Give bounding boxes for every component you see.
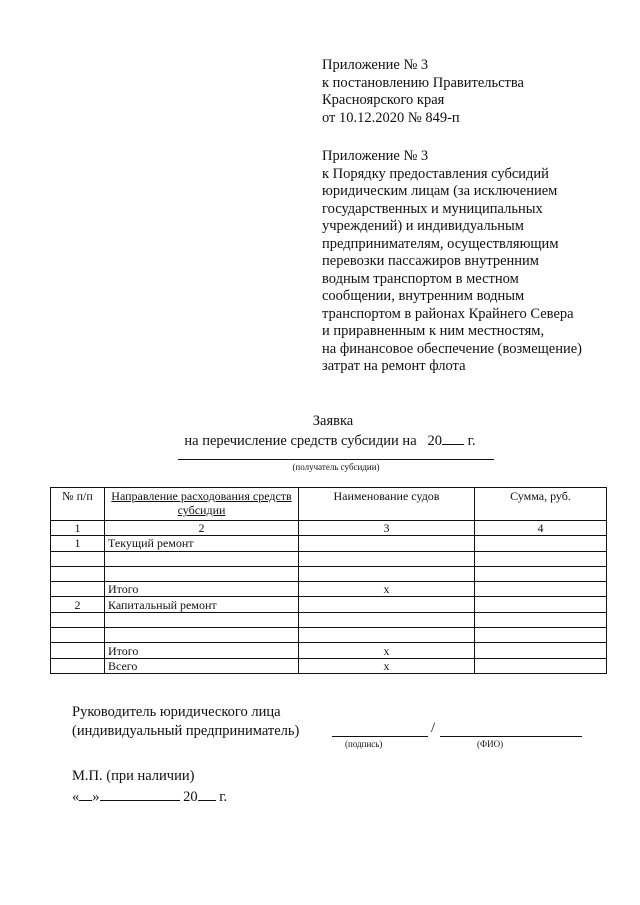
full-name-field[interactable] bbox=[440, 736, 582, 737]
column-number: 3 bbox=[299, 521, 475, 536]
cell-direction[interactable] bbox=[105, 628, 299, 643]
cell-direction[interactable] bbox=[105, 566, 299, 581]
subsidy-table bbox=[50, 487, 607, 674]
annex-decree-line: к постановлению Правительства bbox=[322, 74, 524, 91]
cell-vessels[interactable] bbox=[299, 612, 475, 627]
annex-order-line: сообщении, внутренним водным bbox=[322, 288, 525, 304]
cell-direction: Текущий ремонт bbox=[105, 536, 299, 551]
annex-order-line: затрат на ремонт флота bbox=[322, 358, 466, 374]
day-field[interactable] bbox=[79, 786, 92, 801]
table-row bbox=[51, 612, 607, 627]
cell-num: 2 bbox=[51, 597, 105, 612]
cell-sum[interactable] bbox=[475, 566, 607, 581]
table-row bbox=[51, 566, 607, 581]
cell-direction[interactable] bbox=[105, 612, 299, 627]
cell-sum[interactable] bbox=[475, 536, 607, 551]
annex-decree-line: Красноярского края bbox=[322, 92, 445, 108]
table-header-row bbox=[51, 488, 607, 521]
signature-field[interactable] bbox=[332, 736, 428, 737]
table-row bbox=[51, 658, 607, 673]
cell-num bbox=[51, 658, 105, 673]
recipient-caption: (получатель субсидии) bbox=[292, 462, 380, 472]
cell-sum[interactable] bbox=[475, 612, 607, 627]
cell-num bbox=[51, 643, 105, 658]
header-direction-text: Направление расходования средств субсидии bbox=[111, 489, 292, 517]
annex-decree-line: от 10.12.2020 № 849-п bbox=[322, 109, 460, 126]
date-open-quote: « bbox=[72, 789, 80, 805]
cell-sum[interactable] bbox=[475, 658, 607, 673]
annex-order-line: к Порядку предоставления субсидий bbox=[322, 165, 549, 182]
column-number-row bbox=[51, 521, 607, 536]
cell-sum[interactable] bbox=[475, 551, 607, 566]
cell-direction[interactable] bbox=[105, 551, 299, 566]
table-row bbox=[51, 582, 607, 597]
annex-order-line: на финансовое обеспечение (возмещение) bbox=[322, 340, 583, 357]
cell-num bbox=[51, 612, 105, 627]
header-direction bbox=[105, 488, 299, 521]
cell-num bbox=[51, 566, 105, 581]
cell-vessels[interactable] bbox=[299, 628, 475, 643]
annex-order-line: государственных и муниципальных bbox=[322, 200, 543, 217]
cell-vessels[interactable] bbox=[299, 597, 475, 612]
column-number: 4 bbox=[475, 521, 607, 536]
cell-direction: Капитальный ремонт bbox=[105, 597, 299, 612]
table-row bbox=[51, 536, 607, 551]
column-number: 2 bbox=[105, 521, 299, 536]
table-row bbox=[51, 628, 607, 643]
annex-order-line: транспортом в районах Крайнего Севера bbox=[322, 305, 574, 322]
cell-vessels: х bbox=[299, 582, 475, 597]
annex-order-line: юридическим лицам (за исключением bbox=[322, 183, 558, 199]
cell-direction: Итого bbox=[105, 582, 299, 597]
signature-caption: (подпись) bbox=[345, 739, 383, 749]
annex-order-line: водным транспортом в местном bbox=[322, 270, 519, 287]
cell-vessels[interactable] bbox=[299, 551, 475, 566]
annex-decree-line: Приложение № 3 bbox=[322, 57, 429, 73]
signature-block bbox=[72, 703, 299, 741]
subtitle-year-prefix: 20 bbox=[427, 433, 443, 449]
signer-subtitle: (индивидуальный предприниматель) bbox=[72, 723, 300, 739]
full-name-caption: (ФИО) bbox=[477, 739, 504, 749]
header-vessels: Наименование судов bbox=[299, 488, 475, 521]
cell-num bbox=[51, 628, 105, 643]
cell-sum[interactable] bbox=[475, 597, 607, 612]
header-num: № п/п bbox=[51, 488, 105, 521]
cell-direction: Всего bbox=[105, 658, 299, 673]
date-year-field[interactable] bbox=[198, 786, 216, 801]
annex-order-line: учреждений) и индивидуальным bbox=[322, 218, 524, 234]
cell-num bbox=[51, 551, 105, 566]
cell-sum[interactable] bbox=[475, 582, 607, 597]
signer-title: Руководитель юридического лица bbox=[72, 704, 281, 720]
date-year-suffix: г. bbox=[219, 789, 228, 805]
subtitle-year-suffix: г. bbox=[467, 433, 476, 449]
annex-order-line: Приложение № 3 bbox=[322, 148, 429, 164]
signature-slash: / bbox=[431, 720, 436, 736]
cell-direction: Итого bbox=[105, 643, 299, 658]
document-subtitle bbox=[10, 430, 640, 450]
cell-vessels[interactable] bbox=[299, 566, 475, 581]
document-title: Заявка bbox=[312, 413, 354, 429]
subtitle-text: на перечисление средств субсидии на bbox=[184, 433, 417, 449]
cell-vessels: х bbox=[299, 658, 475, 673]
stamp-note: М.П. (при наличии) bbox=[72, 768, 195, 784]
cell-sum[interactable] bbox=[475, 628, 607, 643]
table-row bbox=[51, 551, 607, 566]
cell-vessels[interactable] bbox=[299, 536, 475, 551]
year-blank[interactable] bbox=[442, 430, 464, 445]
date-line bbox=[72, 786, 227, 807]
annex-order-block bbox=[322, 148, 582, 376]
column-number: 1 bbox=[51, 521, 105, 536]
annex-order-line: предпринимателям, осуществляющим bbox=[322, 235, 559, 252]
recipient-field[interactable] bbox=[178, 459, 494, 460]
date-close-quote: » bbox=[92, 789, 100, 805]
cell-num bbox=[51, 582, 105, 597]
cell-num: 1 bbox=[51, 536, 105, 551]
table-row bbox=[51, 643, 607, 658]
table-row bbox=[51, 597, 607, 612]
date-year-prefix: 20 bbox=[183, 789, 198, 805]
cell-vessels: х bbox=[299, 643, 475, 658]
month-field[interactable] bbox=[100, 786, 180, 801]
cell-sum[interactable] bbox=[475, 643, 607, 658]
annex-order-line: и приравненным к ним местностям, bbox=[322, 323, 545, 339]
header-sum: Сумма, руб. bbox=[475, 488, 607, 521]
annex-decree-block bbox=[322, 57, 524, 127]
annex-order-line: перевозки пассажиров внутренним bbox=[322, 253, 539, 269]
